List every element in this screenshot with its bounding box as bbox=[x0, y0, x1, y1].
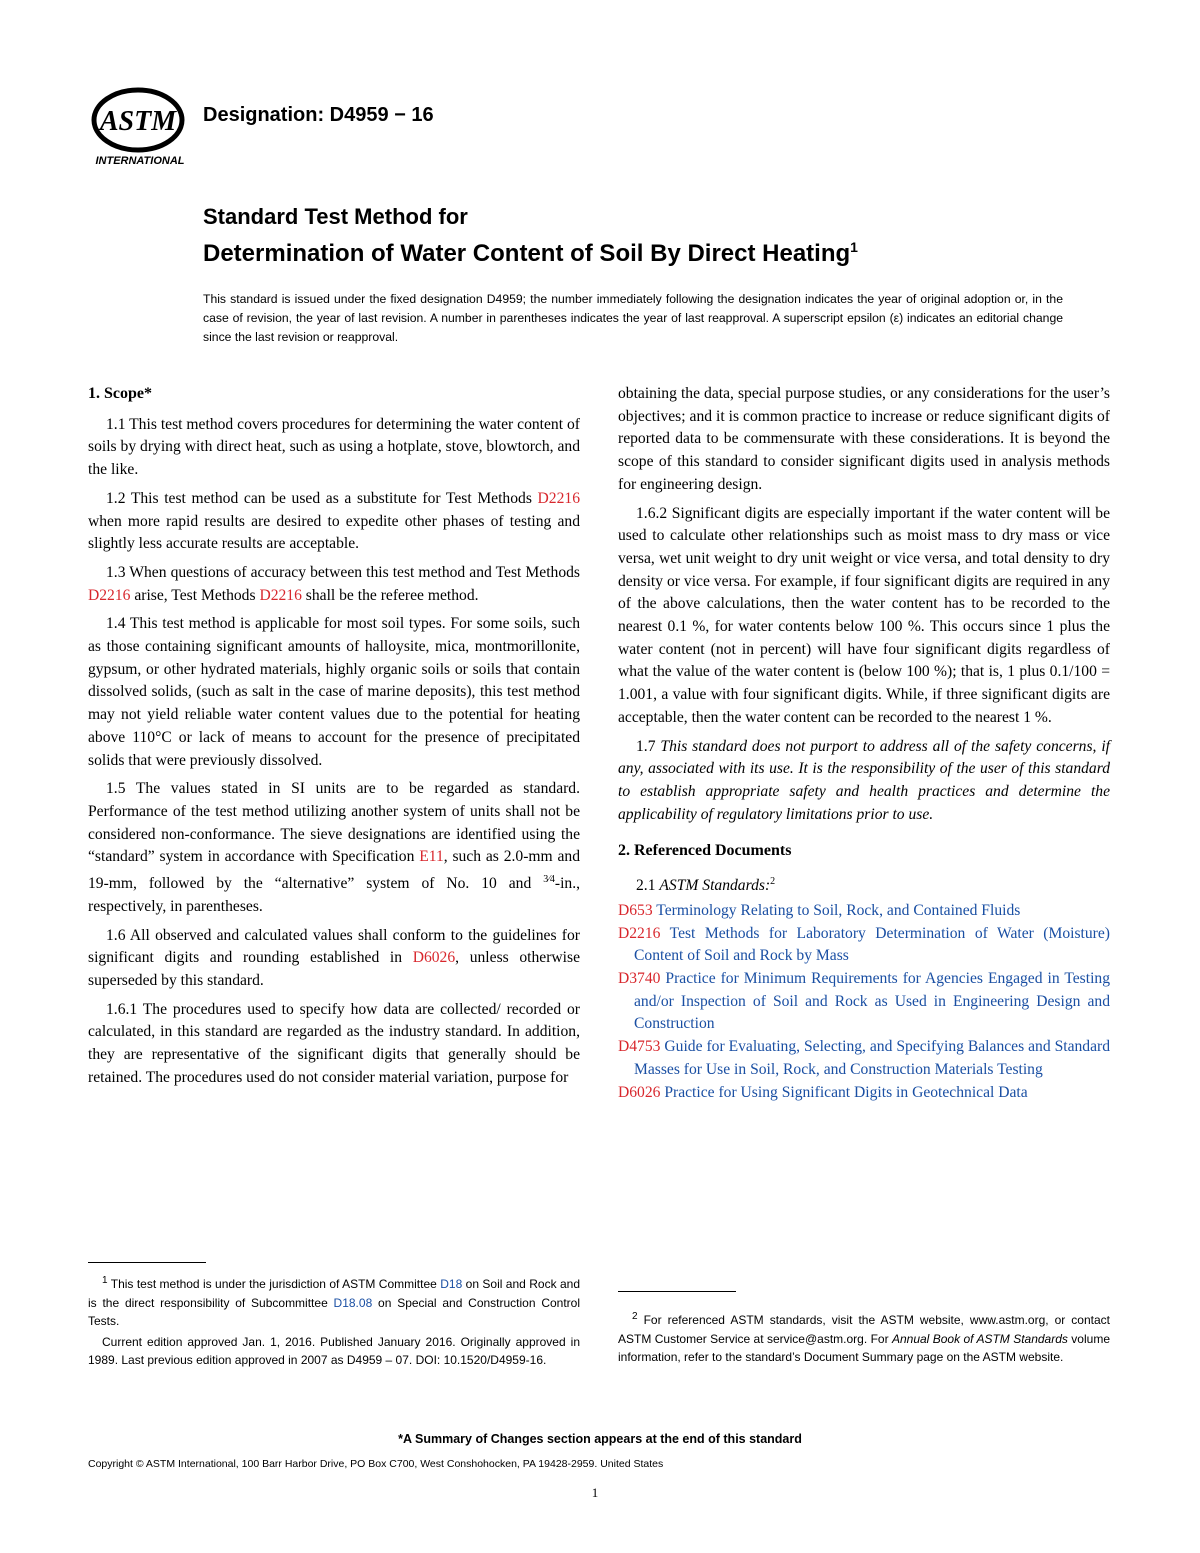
document-title bbox=[203, 202, 1103, 269]
para-1-6: 1.6 All observed and calculated values shall conform to the guidelines for significant digits and rounding established in D6026, unless otherwise superseded by this standard. bbox=[88, 926, 580, 990]
footnote-1: $^1$ This test method is under the jurisdiction of ASTM Committee D18 on Soil and Rock and is the direct responsibility of Subcommittee D18.08 on Special and Construction Control Tests. Current edition approved Jan. 1, 2016. Published January 2016. Originally approved in 1989. Last previous edition approved in 2007 as D4959 – 07. DOI: 10.1520/D4959-16. bbox=[88, 1272, 580, 1372]
link-d18[interactable]: D18 bbox=[440, 1277, 463, 1291]
reference-code[interactable]: D3740 bbox=[618, 970, 661, 988]
footnote-ref-1[interactable]: 1 bbox=[850, 239, 858, 255]
reference-code[interactable]: D653 bbox=[618, 901, 653, 919]
footnote-2: $^2$ For referenced ASTM standards, visit the ASTM website, www.astm.org, or contact ASTM Customer Service at service@astm.org. For Annual Book of ASTM Standards volume information, refer to the standard’s Document Summary page on the ASTM website. bbox=[618, 1311, 1110, 1364]
reference-code[interactable]: D4753 bbox=[618, 1038, 661, 1056]
title-line-1: Standard Test Method for bbox=[203, 204, 468, 229]
reference-title[interactable]: Practice for Using Significant Digits in Geotechnical Data bbox=[660, 1083, 1028, 1101]
para-2-1: 2.1 ASTM Standards:$^2$ bbox=[636, 876, 776, 895]
right-column bbox=[618, 383, 1110, 1104]
footnote-rule-left bbox=[88, 1262, 206, 1263]
link-e11[interactable]: E11 bbox=[419, 848, 444, 866]
fraction-three-quarters: 3⁄4 bbox=[543, 874, 555, 886]
para-1-4: 1.4 This test method is applicable for most soil types. For some soils, such as those containing significant amounts of halloysite, mica, montmorillonite, gypsum, or other hydrated materials, highly organic soils or soils that contain dissolved solids, (such as salt in the case of marine deposits), this test method may not yield reliable water content values due to the potential for heating above 110°C or lack of means to account for the presence of precipitated solids that were previously dissolved. bbox=[88, 615, 580, 769]
logo-wordmark: ASTM bbox=[99, 106, 177, 137]
para-1-3: 1.3 When questions of accuracy between this test method and Test Methods D2216 arise, Test Methods D2216 shall be the referee method. bbox=[88, 563, 580, 604]
link-d18-08[interactable]: D18.08 bbox=[333, 1295, 373, 1310]
reference-item[interactable] bbox=[618, 1036, 1110, 1081]
reference-title[interactable]: Terminology Relating to Soil, Rock, and Contained Fluids bbox=[652, 901, 1021, 919]
section-2-heading: 2. Referenced Documents bbox=[618, 842, 792, 860]
reference-item[interactable] bbox=[618, 1082, 1110, 1105]
footnote-ref-2[interactable]: 2 bbox=[770, 876, 776, 888]
summary-of-changes-note: *A Summary of Changes section appears at the end of this standard bbox=[398, 1432, 802, 1446]
referenced-documents-list bbox=[618, 900, 1110, 1104]
reference-item[interactable] bbox=[618, 923, 1110, 968]
para-1-6-2: 1.6.2 Significant digits are especially important if the water content will be used to calculate other relationships such as moist mass to dry mass or vice versa, wet unit weight to dry unit weight or vice versa, and total density to dry density or vice versa. For example, if four significant digits are required in any of the above calculations, then the water content has to be recorded to the nearest 0.1 %, for water contents below 100 %. This occurs since 1 plus the water content (not in percent) will have four significant digits regardless of what the value of the water content is (below 100 %); that is, 1 plus 0.1/100 = 1.001, a value with four significant digits. While, if three significant digits are acceptable, then the water content can be recorded to the nearest 1 %. bbox=[618, 504, 1110, 726]
para-1-2: 1.2 This test method can be used as a substitute for Test Methods D2216 when more rapid results are desired to expedite other phases of testing and slightly less accurate results are acceptable. bbox=[88, 489, 580, 553]
reference-code[interactable]: D6026 bbox=[618, 1083, 661, 1101]
link-d2216[interactable]: D2216 bbox=[259, 586, 302, 604]
reference-item[interactable] bbox=[618, 968, 1110, 1036]
reference-title[interactable]: Practice for Minimum Requirements for Agencies Engaged in Testing and/or Inspection of Soil and Rock as Used in Engineering Design and Construction bbox=[634, 970, 1110, 1033]
section-1-heading: 1. Scope* bbox=[88, 385, 152, 402]
para-1-5: 1.5 The values stated in SI units are to be regarded as standard. Performance of the test method utilizing another system of units shall not be considered non-conformance. The sieve designations are identified using the “standard” system in accordance with Specification E11, such as 2.0-mm and 19-mm, followed by the “alternative” system of No. 10 and $^{3⁄4}$-in., respectively, in parentheses. bbox=[88, 780, 580, 915]
para-1-1: 1.1 This test method covers procedures for determining the water content of soils by drying with direct heat, such as using a hotplate, stove, blowtorch, and the like. bbox=[88, 415, 580, 479]
link-d2216[interactable]: D2216 bbox=[537, 489, 580, 507]
edition-note: Current edition approved Jan. 1, 2016. Published January 2016. Originally approved in 1989. Last previous edition approved in 2007 as D4959 – 07. DOI: 10.1520/D4959-16. bbox=[88, 1334, 580, 1367]
astm-logo bbox=[88, 86, 188, 170]
reference-item[interactable] bbox=[618, 900, 1110, 923]
logo-subtitle: INTERNATIONAL bbox=[95, 155, 185, 167]
reference-title[interactable]: Guide for Evaluating, Selecting, and Specifying Balances and Standard Masses for Use in Soil, Rock, and Construction Materials Testing bbox=[634, 1038, 1110, 1078]
issuance-notice: This standard is issued under the fixed designation D4959; the number immediately following the designation indicates the year of original adoption or, in the case of revision, the year of last revision. A number in parentheses indicates the year of last reapproval. A superscript epsilon (ε) indicates an editorial change since the last revision or reapproval. bbox=[203, 292, 1063, 344]
left-column bbox=[88, 383, 580, 1096]
para-1-7: 1.7 This standard does not purport to address all of the safety concerns, if any, associated with its use. It is the responsibility of the user of this standard to establish appropriate safety and health practices and determine the applicability of regulatory limitations prior to use. bbox=[618, 737, 1110, 823]
para-1-6-1: 1.6.1 The procedures used to specify how data are collected/ recorded or calculated, in this standard are regarded as the industry standard. In addition, they are representative of the significant digits that generally should be retained. The procedures used do not consider material variation, purpose for bbox=[88, 1000, 580, 1086]
link-d6026[interactable]: D6026 bbox=[412, 949, 456, 967]
footnote-rule-right bbox=[618, 1291, 736, 1292]
designation: Designation: D4959 − 16 bbox=[203, 104, 434, 126]
copyright-line: Copyright © ASTM International, 100 Barr Harbor Drive, PO Box C700, West Conshohocken, PA 19428-2959. United States bbox=[88, 1458, 664, 1470]
title-line-2: Determination of Water Content of Soil By Direct Heating$^1$ bbox=[203, 239, 858, 267]
reference-title[interactable]: Test Methods for Laboratory Determination of Water (Moisture) Content of Soil and Rock by Mass bbox=[634, 924, 1110, 965]
para-1-6-1-continued: obtaining the data, special purpose studies, or any considerations for the user’s objectives; and it is common practice to increase or reduce significant digits of reported data to be commensurate with these considerations. It is beyond the scope of this standard to consider significant digits used in analysis methods for engineering design. bbox=[618, 385, 1110, 493]
reference-code[interactable]: D2216 bbox=[618, 924, 661, 942]
page-number: 1 bbox=[591, 1485, 599, 1500]
link-d2216[interactable]: D2216 bbox=[88, 586, 131, 604]
